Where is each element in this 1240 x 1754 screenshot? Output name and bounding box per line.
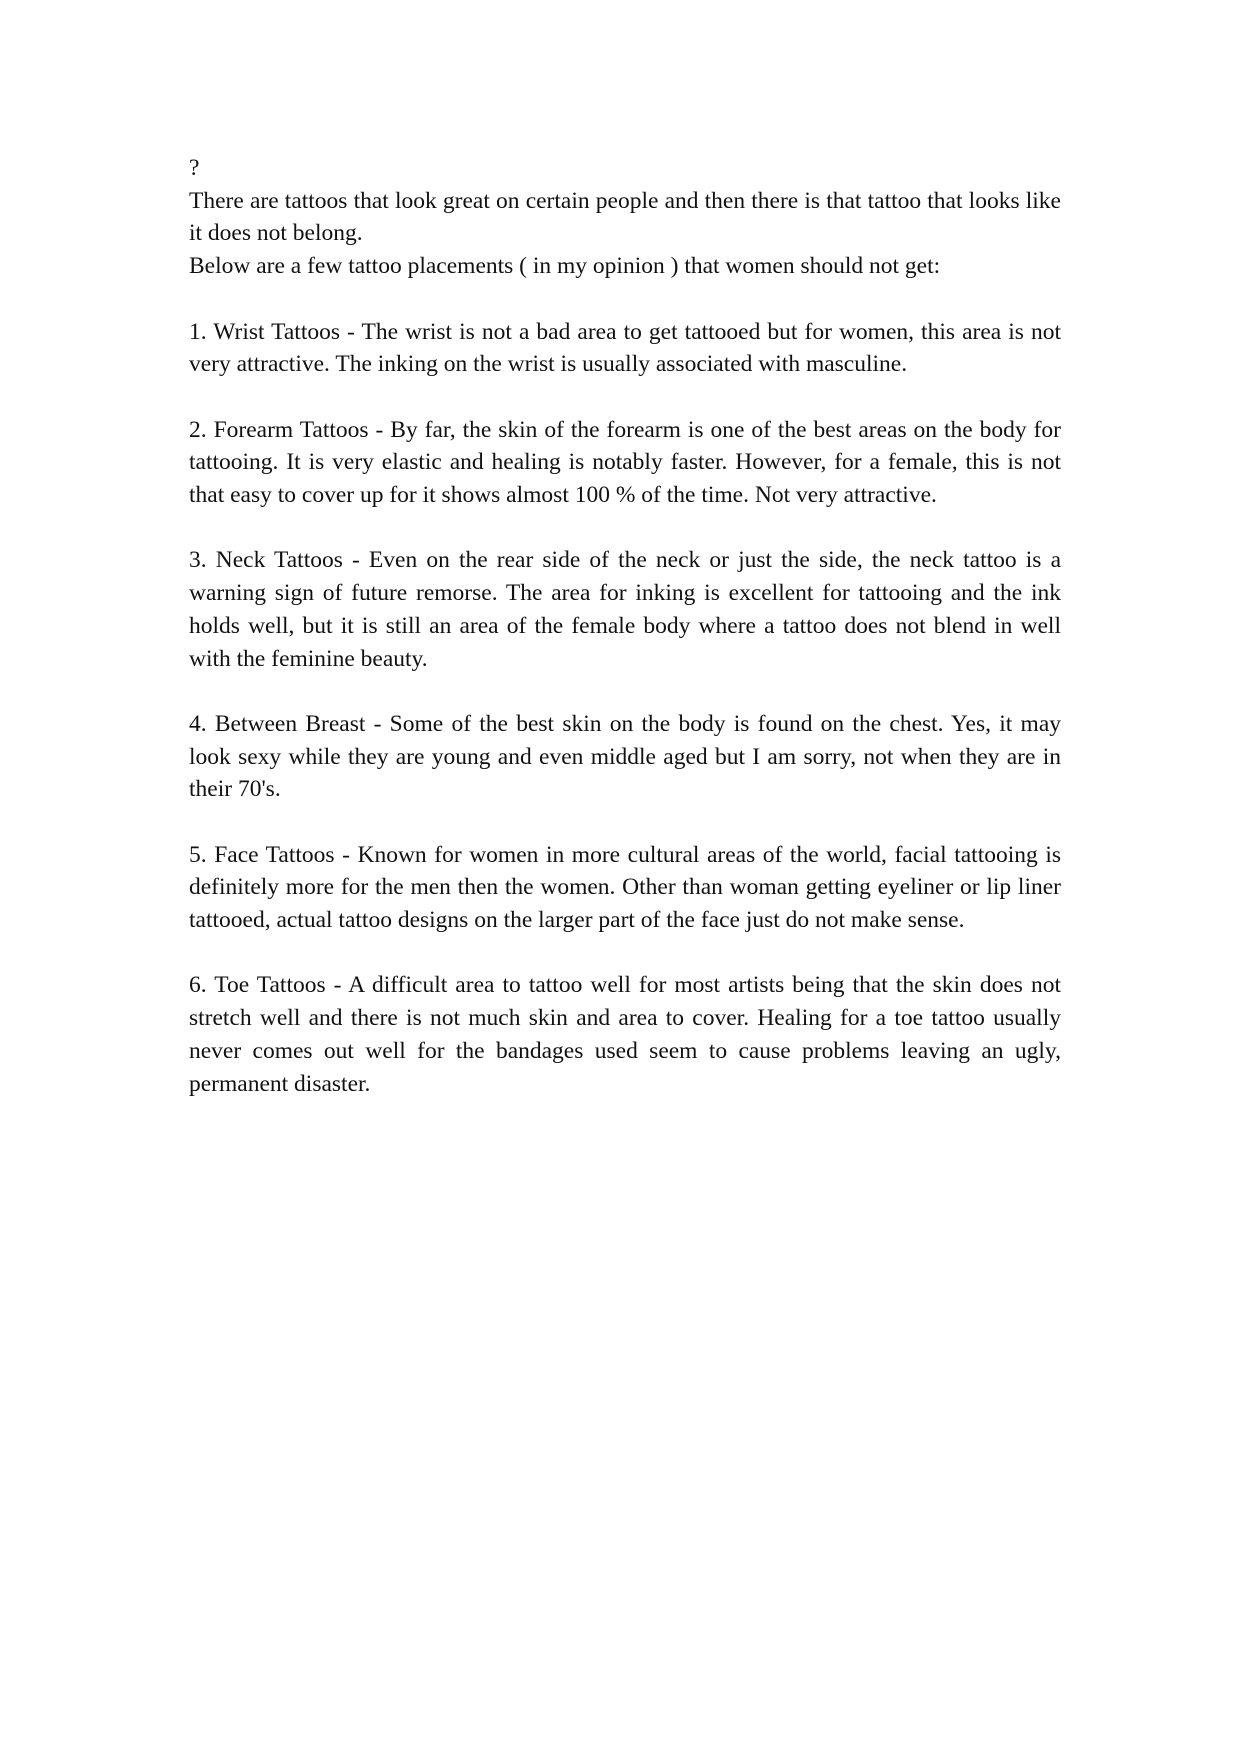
intro-paragraph: There are tattoos that look great on certain people and then there is that tattoo that looks like it does not belong. [189,187,1061,247]
list-item-toe: 6. Toe Tattoos - A difficult area to tattoo well for most artists being that the skin does not stretch well and there is not much skin and area to cover. Healing for a toe tattoo usually never comes out well for the bandages used seem to cause problems leaving an ugly, permanent disaster. [189,972,1061,1097]
list-item-face: 5. Face Tattoos - Known for women in more cultural areas of the world, facial tattooing is definitely more for the men then the women. Other than woman getting eyeliner or lip liner tattooed, actual tattoo designs on the larger part of the face just do not make sense. [189,841,1061,934]
list-item-breast: 4. Between Breast - Some of the best skin on the body is found on the chest. Yes, it may look sexy while they are young and even middle aged but I am sorry, not when they are in their 70's. [189,710,1061,803]
question-mark: ? [189,155,200,181]
document-body [189,152,1061,1100]
list-item-wrist: 1. Wrist Tattoos - The wrist is not a bad area to get tattooed but for women, this area is not very attractive. The inking on the wrist is usually associated with masculine. [189,318,1061,378]
intro-list-lead: Below are a few tattoo placements ( in my opinion ) that women should not get: [189,253,941,280]
list-item-neck: 3. Neck Tattoos - Even on the rear side of the neck or just the side, the neck tattoo is a warning sign of future remorse. The area for inking is excellent for tattooing and the ink holds well, but it is still an area of the female body where a tattoo does not blend in well with the feminine beauty. [189,547,1061,672]
list-item-forearm: 2. Forearm Tattoos - By far, the skin of the forearm is one of the best areas on the body for tattooing. It is very elastic and healing is notably faster. However, for a female, this is not that easy to cover up for it shows almost 100 % of the time. Not very attractive. [189,416,1061,508]
